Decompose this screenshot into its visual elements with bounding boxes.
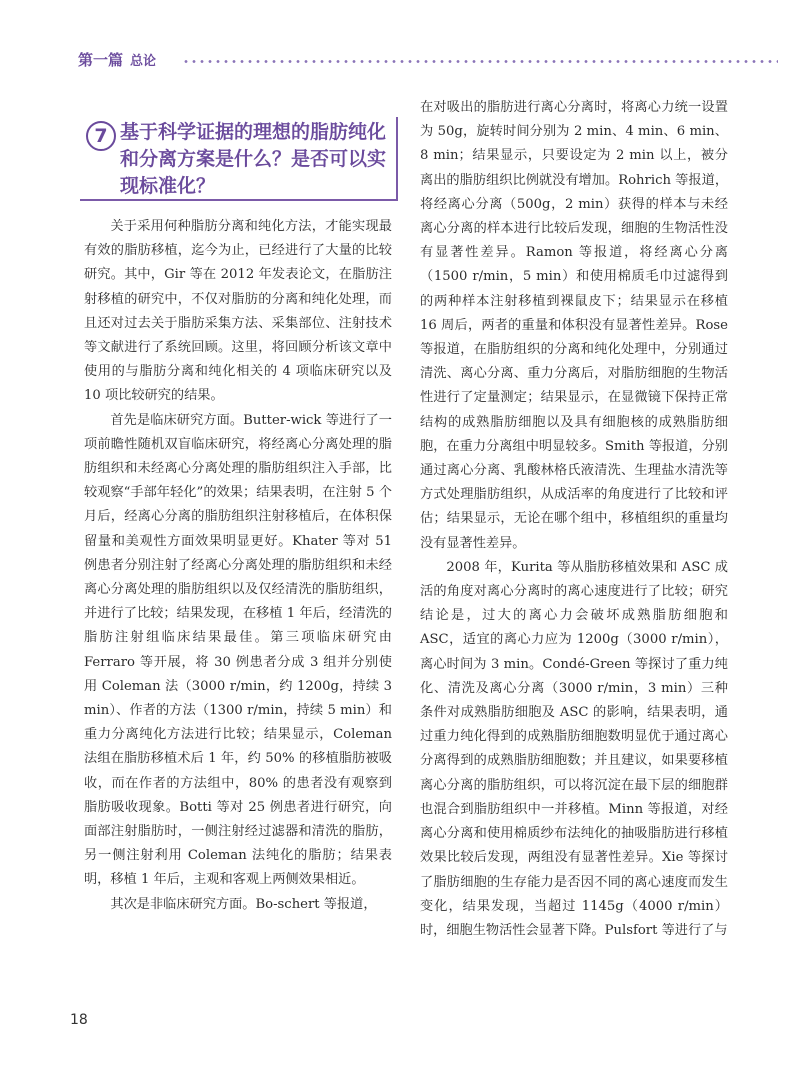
section-label: 总论 [130,54,157,69]
paragraph: 关于采用何种脂肪分离和纯化方法，才能实现最有效的脂肪移植，迄今为止，已经进行了大量的比较研究。其中，Gir 等在 2012 年发表论文，在脂肪注射移植的研究中，不仅对脂肪的分离和纯化处理，而且还对过去关于脂肪采集方法、采集部位、注射技术等文献进行了系统回顾。这里，将回顾分析该文章中使用的与脂肪分离和纯化相关的 4 项临床研究以及 10 项比较研究的结果。 [84,219,392,404]
paragraph-continued: 在对吸出的脂肪进行离心分离时，将离心力统一设置为 50g，旋转时间分别为 2 min、4 min、6 min、8 min；结果显示，只要设定为 2 min 以上，被分离出的脂肪组织比例就没有增加。Rohrich 等报道，将经离心分离（500g，2 min）获得的样本与未经离心分离的样本进行比较后发现，细胞的生物活性没有显著性差异。Ramon 等报道，将经离心分离（1500 r/min，5 min）和使用棉质毛巾过滤得到的两种样本注射移植到裸鼠皮下；结果显示在移植 16 周后，两者的重量和体积没有显著性差异。Rose 等报道，在脂肪组织的分离和纯化处理中，分别通过清洗、离心分离、重力分离后，对脂肪细胞的生物活性进行了定量测定；结果显示，在显微镜下保持正常结构的成熟脂肪细胞以及具有细胞核的成熟脂肪细胞，在重力分离组中明显较多。Smith 等报道，分别通过离心分离、乳酸林格氏液清洗、生理盐水清洗等方式处理脂肪组织，从成活率的角度进行了比较和评估；结果显示，无论在哪个组中，移植组织的重量均没有显著性差异。 [420,100,728,551]
paragraph: 其次是非临床研究方面。Bo-schert 等报道， [110,896,377,912]
part-label: 第一篇 [78,51,124,69]
running-header [78,47,778,75]
question-number-badge: 7 [86,121,116,151]
right-text-column [420,96,728,943]
left-text-column [84,215,392,917]
question-heading-box [80,117,398,201]
paragraph: 首先是临床研究方面。Butter-wick 等进行了一项前瞻性随机双盲临床研究，将经离心分离处理的脂肪组织和未经离心分离处理的脂肪组织注入手部，比较观察“手部年轻化”的效果；结果表明，在注射 5 个月后，经离心分离的脂肪组织注射移植后，在体积保留量和美观性方面效果明显更好。Khater 等对 51 例患者分别注射了经离心分离处理的脂肪组织和未经离心分离处理的脂肪组织以及仅经清洗的脂肪组织，并进行了比较；结果发现，在移植 1 年后，经清洗的脂肪注射组临床结果最佳。第三项临床研究由 Ferraro 等开展，将 30 例患者分成 3 组并分别使用 Coleman 法（3000 r/min，约 1200g，持续 3 min）、作者的方法（1300 r/min，持续 5 min）和重力分离纯化方法进行比较；结果显示，Coleman 法组在脂肪移植术后 1 年，约 50% 的移植脂肪被吸收，而在作者的方法组中，80% 的患者没有观察到脂肪吸收现象。Botti 等对 25 例患者进行研究，向面部注射脂肪时，一侧注射经过滤器和清洗的脂肪，另一侧注射利用 Coleman 法纯化的脂肪；结果表明，移植 1 年后，主观和客观上两侧效果相近。 [84,412,392,888]
header-dotted-rule [182,60,778,63]
paragraph: 2008 年，Kurita 等从脂肪移植效果和 ASC 成活的角度对离心分离时的离心速度进行了比较；研究结论是，过大的离心力会破坏成熟脂肪细胞和 ASC，适宜的离心力应为 1200g（3000 r/min），离心时间为 3 min。Condé-Green 等探讨了重力纯化、清洗及离心分离（3000 r/min，3 min）三种条件对成熟脂肪细胞及 ASC 的影响，结果表明，通过重力纯化得到的成熟脂肪细胞数明显优于通过离心分离得到的成熟脂肪细胞数；并且建议，如果要移植离心分离的脂肪组织，可以将沉淀在最下层的细胞群也混合到脂肪组织中一并移植。Minn 等报道，对经离心分离和使用棉质纱布法纯化的抽吸脂肪进行移植效果比较后发现，两组没有显著性差异。Xie 等探讨了脂肪细胞的生存能力是否因不同的离心速度而发生变化，结果发现，当超过 1145g（4000 r/min）时，细胞生物活性会显著下降。Pulsfort 等进行了与 [420,559,728,938]
question-title: 基于科学证据的理想的脂肪纯化和分离方案是什么？是否可以实现标准化？ [120,121,387,197]
page-number: 18 [70,1012,88,1028]
